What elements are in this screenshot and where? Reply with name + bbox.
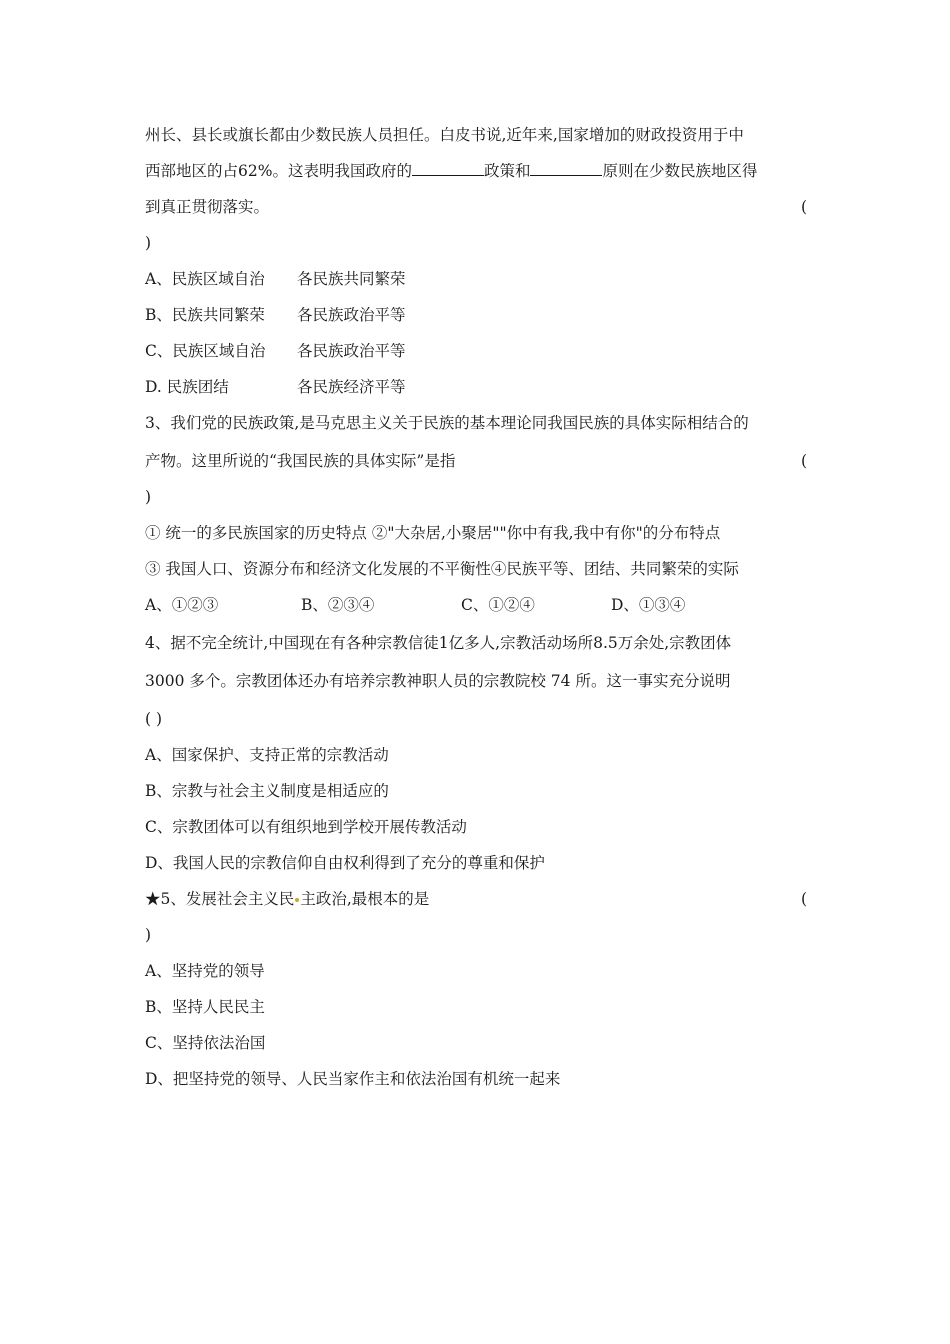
- q2-option-a: [145, 268, 807, 290]
- q2-line-2: [145, 160, 807, 182]
- q3-line-1: 3、我们党的民族政策,是马克思主义关于民族的基本理论同我国民族的具体实际相结合的: [145, 414, 749, 432]
- q2-option-c-2: 各民族政治平等: [297, 342, 406, 360]
- q5-option-c: C、坚持依法治国: [145, 1034, 266, 1052]
- q4-line-2: 3000 多个。宗教团体还办有培养宗教神职人员的宗教院校 74 所。这一事实充分说明: [145, 672, 731, 690]
- q3-paren-open: (: [800, 452, 807, 470]
- q3-choice-b: B、②③④: [301, 596, 375, 614]
- q2-paren-close: ): [145, 234, 152, 252]
- q5-line-1-b: 主政治,最根本的是: [300, 890, 430, 908]
- q2-line-2-b: 政策和: [483, 162, 531, 180]
- q2-line-3: [145, 196, 807, 218]
- q2-line-2-c: 原则在少数民族地区得: [602, 162, 758, 180]
- q2-option-d: [145, 376, 807, 398]
- q5-line-1-a: ★5、发展社会主义民: [145, 890, 295, 908]
- q2-blank-2: [530, 161, 602, 176]
- q3-item-line-2: ③ 我国人口、资源分布和经济文化发展的不平衡性④民族平等、团结、共同繁荣的实际: [145, 560, 739, 578]
- q2-blank-1: [412, 161, 484, 176]
- q2-option-d-2: 各民族经济平等: [297, 378, 406, 396]
- q3-choice-d: D、①③④: [611, 596, 686, 614]
- q4-option-d: D、我国人民的宗教信仰自由权利得到了充分的尊重和保护: [145, 854, 545, 872]
- q4-option-b: B、宗教与社会主义制度是相适应的: [145, 782, 389, 800]
- q3-line-2: [145, 450, 807, 472]
- q4-option-a: A、国家保护、支持正常的宗教活动: [145, 746, 389, 764]
- highlight-dot-icon: [295, 898, 299, 902]
- q3-paren-close: ): [145, 488, 152, 506]
- q4-line-1: 4、据不完全统计,中国现在有各种宗教信徒1亿多人,宗教活动场所8.5万余处,宗教团体: [145, 634, 732, 652]
- q2-option-b-2: 各民族政治平等: [297, 306, 406, 324]
- q2-option-d-1: D. 民族团结: [145, 378, 229, 396]
- q2-line-2-a: 西部地区的占62%。这表明我国政府的: [145, 162, 412, 180]
- q2-line-3-text: 到真正贯彻落实。: [145, 198, 270, 216]
- q2-option-c: [145, 340, 807, 362]
- q4-option-c: C、宗教团体可以有组织地到学校开展传教活动: [145, 818, 467, 836]
- q2-option-b: [145, 304, 807, 326]
- q3-line-2-text: 产物。这里所说的“我国民族的具体实际”是指: [145, 452, 456, 470]
- q5-paren-close: ): [145, 926, 152, 944]
- q2-line-1: 州长、县长或旗长都由少数民族人员担任。白皮书说,近年来,国家增加的财政投资用于中: [145, 126, 744, 144]
- q5-line-1: [145, 888, 807, 910]
- q2-option-b-1: B、民族共同繁荣: [145, 306, 265, 324]
- q3-item-line-1: ① 统一的多民族国家的历史特点 ②"大杂居,小聚居""你中有我,我中有你"的分布特点: [145, 524, 721, 542]
- q2-paren-open: (: [800, 198, 807, 216]
- q3-choice-c: C、①②④: [461, 596, 535, 614]
- q5-paren-open: (: [800, 890, 807, 908]
- q5-option-d: D、把坚持党的领导、人民当家作主和依法治国有机统一起来: [145, 1070, 561, 1088]
- q2-option-a-1: A、民族区域自治: [145, 270, 265, 288]
- q5-option-a: A、坚持党的领导: [145, 962, 265, 980]
- q5-option-b: B、坚持人民民主: [145, 998, 265, 1016]
- q3-choice-a: A、①②③: [145, 596, 219, 614]
- q2-option-c-1: C、民族区域自治: [145, 342, 266, 360]
- q4-paren: ( ): [145, 710, 163, 728]
- q2-option-a-2: 各民族共同繁荣: [297, 270, 406, 288]
